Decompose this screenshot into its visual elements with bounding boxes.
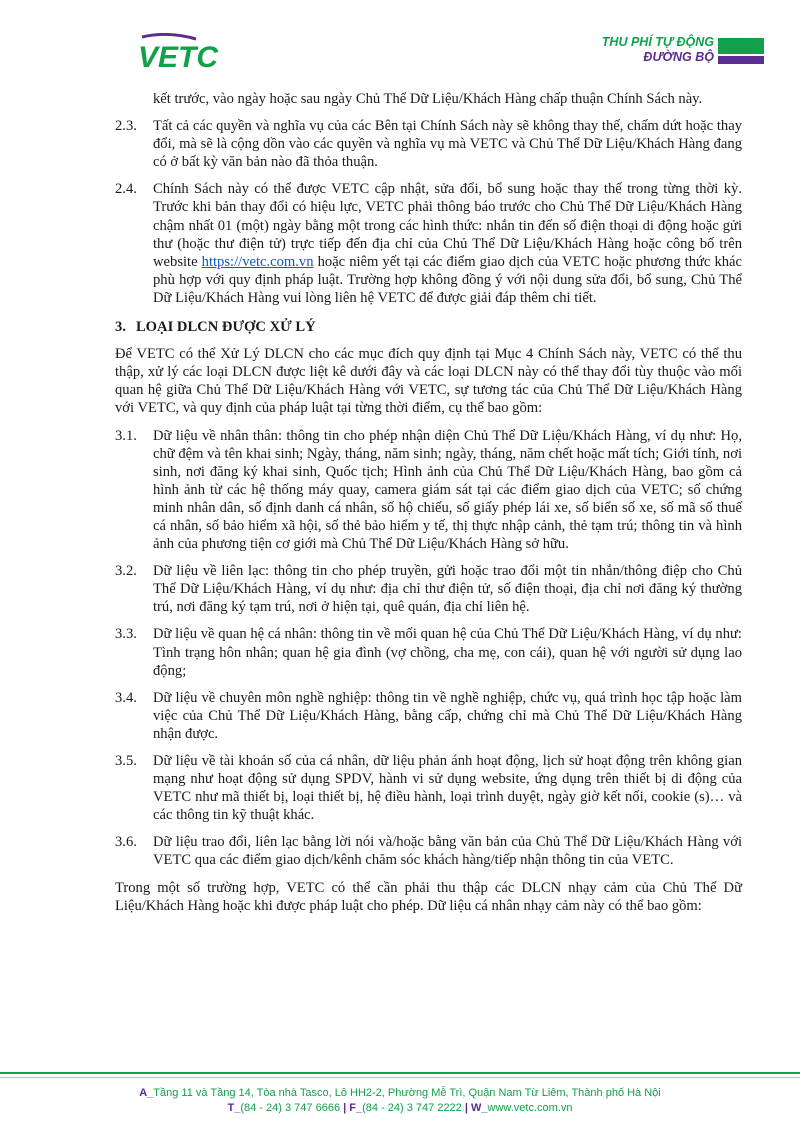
clause-3-2: [115, 562, 742, 616]
clause-3-3: [115, 625, 742, 679]
document-body: [115, 90, 742, 924]
section-number: 3.: [115, 319, 126, 336]
clause-number: 3.5.: [115, 753, 137, 769]
address-value: Tầng 11 và Tầng 14, Tòa nhà Tasco, Lô HH2-2, Phường Mễ Trì, Quận Nam Từ Liêm, Thành phố Hà Nội: [153, 1087, 661, 1099]
clause-3-6: [115, 833, 742, 869]
clause-2-3: [115, 117, 742, 171]
page-header: [0, 0, 800, 80]
clause-number: 3.2.: [115, 563, 137, 580]
footer-contact-line: [0, 1101, 800, 1116]
separator: |: [340, 1102, 350, 1114]
clause-text: Dữ liệu trao đổi, liên lạc bằng lời nói và/hoặc bằng văn bản của Chủ Thể Dữ Liệu/Khách Hàng với VETC qua các điểm giao dịch/kênh chăm sóc khách hàng/tiếp nhận thông tin của VETC.: [153, 834, 742, 869]
svg-text:VETC: VETC: [138, 41, 219, 74]
fax-value: (84 - 24) 3 747 2222: [362, 1102, 462, 1114]
clause-number: 3.1.: [115, 427, 137, 444]
clause-3-1: [115, 427, 742, 554]
clause-number: 2.3.: [115, 118, 137, 135]
header-tagline: [602, 35, 714, 65]
clause-number: 2.4.: [115, 181, 137, 198]
closing-paragraph: Trong một số trường hợp, VETC có thể cần phải thu thập các DLCN nhạy cảm của Chủ Thể Dữ Liệu/Khách Hàng hoặc khi được pháp luật cho phép. Dữ liệu cá nhân nhạy cảm này có thể bao gồm:: [115, 879, 742, 914]
section-3-intro: Để VETC có thể Xử Lý DLCN cho các mục đích quy định tại Mục 4 Chính Sách này, VETC có thể thu thập, xử lý các loại DLCN được liệt kê dưới đây và các loại DLCN này có thể thay đổi tùy thuộc vào mối quan hệ giữa Chủ Thể Dữ Liệu/Khách Hàng với VETC, sự tương tác của Chủ Thể Dữ Liệu/Khách Hàng với VETC, và quy định của pháp luật tại từng thời điểm, cụ thể bao gồm:: [115, 346, 742, 417]
clause-text-cont: hoặc niêm yết tại các điểm giao dịch của VETC hoặc phương thức khác phù hợp với quy định pháp luật. Trường hợp không đồng ý với nội dung sửa đổi, bổ sung, Chủ Thể Dữ Liệu/Khách Hàng vui lòng liên hệ VETC để được giải đáp thêm chi tiết.: [153, 253, 742, 306]
footer-divider-thin: [0, 1077, 800, 1078]
separator: |: [461, 1102, 471, 1114]
clause-number: 3.4.: [115, 689, 137, 706]
web-value: www.vetc.com.vn: [487, 1102, 573, 1114]
tagline-line-2: ĐƯỜNG BỘ: [643, 50, 714, 64]
web-key: W_: [471, 1102, 488, 1114]
vetc-logo-icon: [138, 33, 222, 77]
fax-key: F_: [349, 1102, 363, 1114]
clause-text: Dữ liệu về tài khoản số của cá nhân, dữ liệu phản ánh hoạt động, lịch sử hoạt động trên không gian mạng như hoạt động sử dụng SPDV, hành vi sử dụng website, ứng dụng trên thiết bị di động của VETC như mã thiết bị, loại thiết bị, hệ điều hành, loại trình duyệt, ngày giờ kết nối, cookie (s)… và các thông tin kỹ thuật khác.: [153, 753, 742, 824]
page-footer: [0, 1086, 800, 1116]
vetc-logo: [138, 33, 222, 77]
clause-text: Chính Sách này có thể được VETC cập nhật, sửa đổi, bổ sung hoặc thay thế trong từng thời kỳ. Trước khi bản thay đổi có hiệu lực, VETC phải thông báo trước cho Chủ Thể Dữ Liệu/Khách Hàng chậm nhất 01 (một) ngày bằng một trong các hình thức: nhắn tin đến số điện thoại di động hoặc gửi thư (hoặc thư điện tử) trực tiếp đến địa chỉ của Chủ Thể Dữ Liệu/Khách Hàng hoặc công bố trên website: [153, 181, 742, 270]
clause-3-5: [115, 752, 742, 824]
tagline-line-1: THU PHÍ TỰ ĐỘNG: [601, 35, 714, 49]
clause-3-4: [115, 689, 742, 743]
clause-number: 3.6.: [115, 834, 137, 851]
phone-key: T_: [227, 1102, 241, 1114]
clause-text: Dữ liệu về quan hệ cá nhân: thông tin về mối quan hệ của Chủ Thể Dữ Liệu/Khách Hàng, ví dụ như: Tình trạng hôn nhân; quan hệ gia đình (vợ chồng, cha mẹ, con cái), quan hệ với người sử dụng lao động;: [153, 626, 742, 679]
clause-2-4: [115, 180, 742, 307]
header-green-bar: [718, 38, 764, 54]
address-key: A_: [139, 1087, 154, 1099]
continued-paragraph: kết trước, vào ngày hoặc sau ngày Chủ Thể Dữ Liệu/Khách Hàng chấp thuận Chính Sách này.: [153, 91, 703, 107]
clause-text: Dữ liệu về chuyên môn nghề nghiệp: thông tin về nghề nghiệp, chức vụ, quá trình học tập hoặc làm việc của Chủ Thể Dữ Liệu/Khách Hàng, bằng cấp, chứng chỉ mà Chủ Thể Dữ Liệu/Khách Hàng nhận được.: [153, 689, 742, 742]
footer-divider: [0, 1072, 800, 1074]
section-title: LOẠI DLCN ĐƯỢC XỬ LÝ: [135, 319, 316, 336]
website-link[interactable]: https://vetc.com.vn: [201, 253, 314, 270]
clause-text: Tất cả các quyền và nghĩa vụ của các Bên tại Chính Sách này sẽ không thay thế, chấm dứt hoặc thay đổi, mà sẽ là cộng dồn vào các quyền và nghĩa vụ mà VETC và Chủ Thể Dữ Liệu/Khách Hàng đang có ở bất kỳ văn bản nào đã thỏa thuận.: [153, 118, 742, 171]
clause-number: 3.3.: [115, 626, 137, 643]
clause-text: Dữ liệu về liên lạc: thông tin cho phép truyền, gửi hoặc trao đổi một tin nhắn/thông điệp cho Chủ Thể Dữ Liệu/Khách Hàng, ví dụ như: địa chỉ thư điện tử, số điện thoại, địa chỉ nơi đăng ký thường trú, nơi đăng ký tạm trú, nơi ở hiện tại, quê quán, địa chỉ liên hệ.: [153, 563, 742, 616]
phone-value: (84 - 24) 3 747 6666: [240, 1102, 341, 1114]
clause-text: Dữ liệu về nhân thân: thông tin cho phép nhận diện Chủ Thể Dữ Liệu/Khách Hàng, ví dụ như: Họ, chữ đệm và tên khai sinh; Ngày, tháng, năm sinh; ngày, tháng, năm chết hoặc mất tích; Giới tính, nơi sinh, nơi đăng ký khai sinh, Quốc tịch; Hình ảnh của Chủ Thể Dữ Liệu/Khách Hàng, bao gồm cả hình ảnh từ các hệ thống máy quay, camera giám sát tại các điểm giao dịch của VETC; số chứng minh nhân dân, số định danh cá nhân, số hộ chiếu, số giấy phép lái xe, số biển số xe, số mã số thuế cá nhân, số bảo hiểm xã hội, số thẻ bảo hiểm y tế, thị thực nhập cảnh, thẻ tạm trú; thông tin và hình ảnh của phương tiện cơ giới mà Chủ Thể Dữ Liệu/Khách Hàng sở hữu.: [153, 427, 742, 553]
footer-address-line: [0, 1086, 800, 1101]
header-purple-bar: [718, 56, 764, 64]
section-3-heading: [115, 318, 742, 336]
